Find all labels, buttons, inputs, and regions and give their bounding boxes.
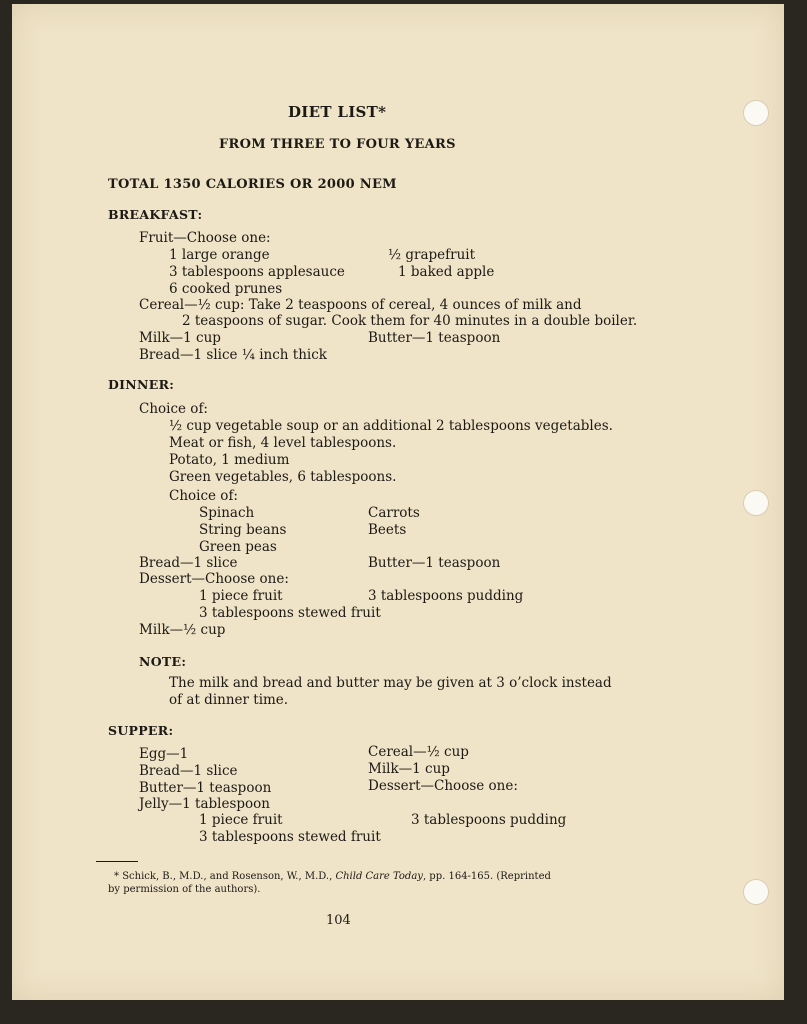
footnote-pages: , pp. 164-165. (Reprinted [422, 871, 551, 882]
dinner-veg-option: Beets [368, 522, 407, 538]
note-text-cont: of at dinner time. [169, 692, 289, 708]
footnote-divider [96, 861, 138, 862]
supper-egg: Egg—1 [139, 746, 189, 762]
breakfast-fruit-option: 1 large orange [169, 247, 270, 263]
breakfast-cereal-cont: 2 teaspoons of sugar. Cook them for 40 minutes in a double boiler. [182, 313, 638, 329]
supper-heading: SUPPER: [108, 723, 174, 738]
punch-hole [743, 879, 769, 905]
breakfast-fruit-option: 3 tablespoons applesauce [169, 264, 345, 280]
dinner-butter: Butter—1 teaspoon [368, 555, 501, 571]
dinner-greens: Green vegetables, 6 tablespoons. [169, 469, 397, 485]
supper-dessert-option: 1 piece fruit [199, 812, 283, 828]
footnote-cont: by permission of the authors). [108, 884, 261, 895]
dinner-dessert-option: 1 piece fruit [199, 588, 283, 604]
note-heading: NOTE: [139, 654, 187, 669]
dinner-bread: Bread—1 slice [139, 555, 238, 571]
supper-cereal: Cereal—½ cup [368, 744, 469, 760]
dinner-milk: Milk—½ cup [139, 622, 226, 638]
dinner-veg-option: Spinach [199, 505, 255, 521]
supper-dessert-option: 3 tablespoons stewed fruit [199, 829, 381, 845]
dinner-dessert-option: 3 tablespoons stewed fruit [199, 605, 381, 621]
dinner-dessert-option: 3 tablespoons pudding [368, 588, 524, 604]
punch-hole [743, 490, 769, 516]
dinner-choice-intro: Choice of: [139, 401, 208, 417]
footnote [114, 871, 551, 883]
dinner-soup: ½ cup vegetable soup or an additional 2 tablespoons vegetables. [169, 418, 613, 434]
footnote-authors: Schick, B., M.D., and Rosenson, W., M.D., [122, 871, 336, 882]
dinner-meat: Meat or fish, 4 level tablespoons. [169, 435, 397, 451]
breakfast-fruit-intro: Fruit—Choose one: [139, 230, 271, 246]
page-title: DIET LIST* [288, 103, 387, 121]
breakfast-fruit-option: 1 baked apple [398, 264, 495, 280]
breakfast-heading: BREAKFAST: [108, 207, 203, 222]
breakfast-cereal: Cereal—½ cup: Take 2 teaspoons of cereal, 4 ounces of milk and [139, 297, 582, 313]
supper-butter: Butter—1 teaspoon [139, 780, 272, 796]
footnote-marker: * [114, 871, 119, 882]
calorie-total: TOTAL 1350 CALORIES OR 2000 NEM [108, 177, 397, 192]
supper-bread: Bread—1 slice [139, 763, 238, 779]
breakfast-fruit-option: ½ grapefruit [388, 247, 476, 263]
breakfast-fruit-option: 6 cooked prunes [169, 281, 283, 297]
dinner-veg-option: String beans [199, 522, 287, 538]
page-subtitle: FROM THREE TO FOUR YEARS [219, 137, 456, 152]
supper-jelly: Jelly—1 tablespoon [139, 796, 270, 812]
supper-dessert-option: 3 tablespoons pudding [411, 812, 567, 828]
breakfast-milk: Milk—1 cup [139, 330, 221, 346]
dinner-dessert-intro: Dessert—Choose one: [139, 571, 289, 587]
dinner-veg-option: Carrots [368, 505, 420, 521]
dinner-veg-option: Green peas [199, 539, 277, 555]
supper-milk: Milk—1 cup [368, 761, 450, 777]
note-text: The milk and bread and butter may be given at 3 o’clock instead [169, 675, 612, 691]
dinner-potato: Potato, 1 medium [169, 452, 290, 468]
dinner-veg-choice: Choice of: [169, 488, 238, 504]
footnote-book-title: Child Care Today [335, 871, 423, 882]
breakfast-bread: Bread—1 slice ¼ inch thick [139, 347, 327, 363]
document-page [12, 4, 784, 1000]
page-number: 104 [326, 913, 351, 928]
breakfast-butter: Butter—1 teaspoon [368, 330, 501, 346]
supper-dessert-intro: Dessert—Choose one: [368, 778, 518, 794]
punch-hole [743, 100, 769, 126]
dinner-heading: DINNER: [108, 377, 175, 392]
